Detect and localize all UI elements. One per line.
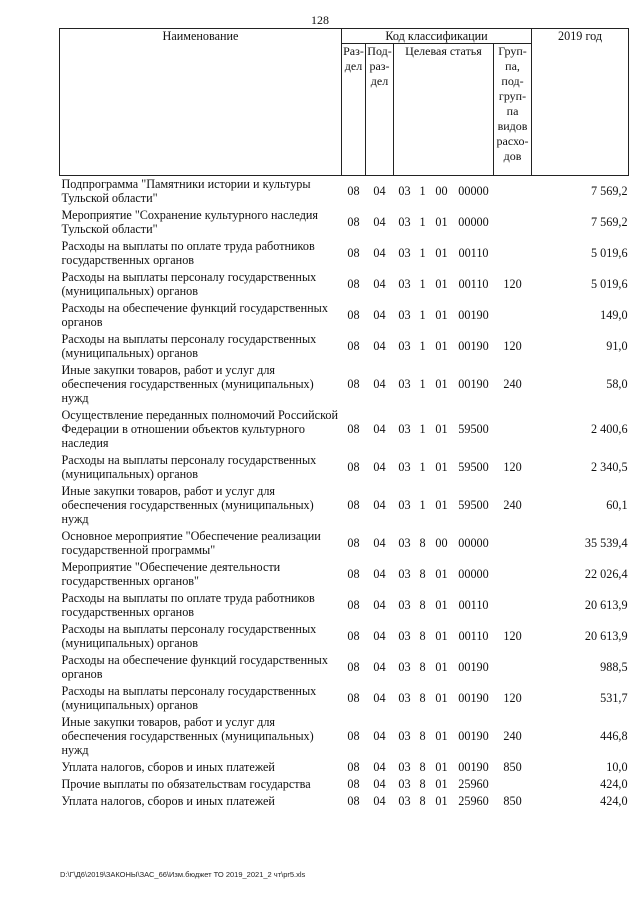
row-target-event: 01 <box>435 777 448 791</box>
row-name: Расходы на выплаты персоналу государственных (муниципальных) органов <box>61 270 317 298</box>
row-target-event: 01 <box>435 691 448 705</box>
row-target-event: 00 <box>435 184 448 198</box>
table-row <box>60 331 629 362</box>
row-section: 08 <box>347 567 360 581</box>
row-target-direction: 00190 <box>458 691 489 705</box>
row-target-direction: 00190 <box>458 377 489 391</box>
budget-table <box>59 28 629 810</box>
row-name: Расходы на выплаты по оплате труда работников государственных органов <box>61 591 315 619</box>
row-subsection: 04 <box>373 246 386 260</box>
row-name: Уплата налогов, сборов и иных платежей <box>61 794 275 808</box>
row-name: Прочие выплаты по обязательствам государства <box>61 777 311 791</box>
table-row <box>60 683 629 714</box>
row-amount: 22 026,4 <box>584 567 628 581</box>
row-amount: 20 613,9 <box>584 598 628 612</box>
row-target-subprogram: 8 <box>419 598 426 612</box>
row-target-direction: 00190 <box>458 760 489 774</box>
row-target-subprogram: 1 <box>419 246 426 260</box>
row-expense-group: 120 <box>503 691 522 705</box>
row-expense-group <box>494 559 532 590</box>
row-expense-group <box>494 590 532 621</box>
table-row <box>60 176 629 208</box>
row-target-subprogram: 1 <box>419 422 426 436</box>
row-subsection: 04 <box>373 567 386 581</box>
table-body <box>60 176 629 811</box>
row-subsection: 04 <box>373 277 386 291</box>
header-subsection: Под- раз- дел <box>366 44 394 176</box>
row-section: 08 <box>347 377 360 391</box>
table-row <box>60 300 629 331</box>
row-target-subprogram: 8 <box>419 794 426 808</box>
row-subsection: 04 <box>373 794 386 808</box>
row-expense-group: 120 <box>503 339 522 353</box>
row-target-program: 03 <box>398 777 411 791</box>
row-name: Расходы на выплаты персоналу государственных (муниципальных) органов <box>61 684 317 712</box>
row-subsection: 04 <box>373 377 386 391</box>
row-subsection: 04 <box>373 660 386 674</box>
row-target-program: 03 <box>398 246 411 260</box>
row-target-event: 01 <box>435 660 448 674</box>
row-amount: 2 340,5 <box>590 460 628 474</box>
row-target-subprogram: 8 <box>419 729 426 743</box>
row-amount: 5 019,6 <box>590 246 628 260</box>
row-target-program: 03 <box>398 460 411 474</box>
row-expense-group <box>494 207 532 238</box>
row-target-program: 03 <box>398 629 411 643</box>
row-amount: 7 569,2 <box>590 184 628 198</box>
row-target-direction: 59500 <box>458 498 489 512</box>
row-target-program: 03 <box>398 277 411 291</box>
row-target-subprogram: 8 <box>419 660 426 674</box>
row-target-program: 03 <box>398 598 411 612</box>
row-amount: 91,0 <box>606 339 628 353</box>
table-row <box>60 528 629 559</box>
header-target-article: Целевая статья <box>394 44 494 176</box>
row-target-direction: 00110 <box>458 629 489 643</box>
row-section: 08 <box>347 215 360 229</box>
row-amount: 20 613,9 <box>584 629 628 643</box>
row-name: Иные закупки товаров, работ и услуг для обеспечения государственных (муниципальных) нужд <box>61 715 314 757</box>
row-amount: 2 400,6 <box>590 422 628 436</box>
row-expense-group <box>494 776 532 793</box>
row-expense-group: 120 <box>503 277 522 291</box>
row-section: 08 <box>347 536 360 550</box>
row-target-direction: 25960 <box>458 777 489 791</box>
row-section: 08 <box>347 498 360 512</box>
table-row <box>60 652 629 683</box>
row-target-event: 01 <box>435 598 448 612</box>
row-target-direction: 00190 <box>458 339 489 353</box>
row-target-direction: 00110 <box>458 277 489 291</box>
row-subsection: 04 <box>373 422 386 436</box>
row-target-program: 03 <box>398 215 411 229</box>
row-amount: 149,0 <box>600 308 628 322</box>
row-section: 08 <box>347 691 360 705</box>
row-amount: 60,1 <box>606 498 628 512</box>
row-target-program: 03 <box>398 184 411 198</box>
file-path-footer: D:\Г\Д6\2019\ЗАКОНЫ\ЗАС_66\Изм.бюджет ТО 2019_2021_2 чт\pr5.xls <box>60 870 306 879</box>
row-target-direction: 00190 <box>458 729 489 743</box>
table-row <box>60 590 629 621</box>
row-expense-group <box>494 300 532 331</box>
row-target-event: 01 <box>435 567 448 581</box>
row-target-direction: 59500 <box>458 460 489 474</box>
row-target-event: 01 <box>435 277 448 291</box>
row-target-subprogram: 8 <box>419 629 426 643</box>
page-number: 128 <box>311 13 329 27</box>
row-subsection: 04 <box>373 777 386 791</box>
header-name: Наименование <box>60 29 342 176</box>
row-subsection: 04 <box>373 691 386 705</box>
row-target-subprogram: 1 <box>419 215 426 229</box>
row-section: 08 <box>347 308 360 322</box>
row-target-program: 03 <box>398 729 411 743</box>
row-target-event: 01 <box>435 339 448 353</box>
row-target-program: 03 <box>398 760 411 774</box>
table-row <box>60 621 629 652</box>
row-amount: 424,0 <box>600 794 628 808</box>
row-expense-group <box>494 238 532 269</box>
row-name: Иные закупки товаров, работ и услуг для обеспечения государственных (муниципальных) нужд <box>61 363 314 405</box>
row-target-program: 03 <box>398 498 411 512</box>
row-section: 08 <box>347 760 360 774</box>
row-expense-group <box>494 652 532 683</box>
row-section: 08 <box>347 794 360 808</box>
row-subsection: 04 <box>373 760 386 774</box>
row-name: Мероприятие "Обеспечение деятельности государственных органов" <box>61 560 281 588</box>
row-amount: 10,0 <box>606 760 628 774</box>
row-target-subprogram: 8 <box>419 760 426 774</box>
row-section: 08 <box>347 339 360 353</box>
row-target-program: 03 <box>398 660 411 674</box>
row-subsection: 04 <box>373 215 386 229</box>
row-target-event: 01 <box>435 498 448 512</box>
row-expense-group <box>494 528 532 559</box>
row-subsection: 04 <box>373 460 386 474</box>
row-section: 08 <box>347 598 360 612</box>
row-expense-group: 240 <box>503 498 522 512</box>
row-amount: 988,5 <box>600 660 628 674</box>
row-target-event: 01 <box>435 760 448 774</box>
row-subsection: 04 <box>373 498 386 512</box>
row-expense-group <box>494 407 532 452</box>
row-target-event: 01 <box>435 215 448 229</box>
header-expense-group: Груп- па, под- груп- па видов расхо- дов <box>494 44 532 176</box>
row-subsection: 04 <box>373 536 386 550</box>
row-section: 08 <box>347 277 360 291</box>
row-name: Осуществление переданных полномочий Российской Федерации в отношении объектов культурного наследия <box>61 408 339 450</box>
row-section: 08 <box>347 184 360 198</box>
row-name: Мероприятие "Сохранение культурного наследия Тульской области" <box>61 208 319 236</box>
row-expense-group: 240 <box>503 377 522 391</box>
row-target-direction: 00000 <box>458 184 489 198</box>
row-target-program: 03 <box>398 422 411 436</box>
row-name: Уплата налогов, сборов и иных платежей <box>61 760 275 774</box>
row-subsection: 04 <box>373 339 386 353</box>
row-target-direction: 00110 <box>458 598 489 612</box>
row-target-event: 01 <box>435 794 448 808</box>
row-amount: 35 539,4 <box>584 536 628 550</box>
table-row <box>60 269 629 300</box>
row-expense-group: 120 <box>503 460 522 474</box>
row-target-event: 01 <box>435 729 448 743</box>
row-name: Расходы на выплаты по оплате труда работников государственных органов <box>61 239 315 267</box>
row-target-subprogram: 1 <box>419 277 426 291</box>
table-row <box>60 759 629 776</box>
table-row <box>60 559 629 590</box>
row-target-subprogram: 8 <box>419 567 426 581</box>
row-target-direction: 00110 <box>458 246 489 260</box>
row-name: Иные закупки товаров, работ и услуг для обеспечения государственных (муниципальных) нужд <box>61 484 314 526</box>
row-target-subprogram: 1 <box>419 460 426 474</box>
table-row <box>60 776 629 793</box>
row-target-program: 03 <box>398 794 411 808</box>
table-row <box>60 407 629 452</box>
row-subsection: 04 <box>373 629 386 643</box>
row-target-direction: 00190 <box>458 660 489 674</box>
row-target-program: 03 <box>398 339 411 353</box>
row-name: Подпрограмма "Памятники истории и культуры Тульской области" <box>61 177 311 205</box>
row-name: Расходы на выплаты персоналу государственных (муниципальных) органов <box>61 453 317 481</box>
header-year: 2019 год <box>532 29 629 176</box>
row-subsection: 04 <box>373 598 386 612</box>
row-section: 08 <box>347 246 360 260</box>
row-target-program: 03 <box>398 567 411 581</box>
row-target-program: 03 <box>398 536 411 550</box>
row-amount: 58,0 <box>606 377 628 391</box>
row-target-subprogram: 1 <box>419 339 426 353</box>
row-target-subprogram: 8 <box>419 691 426 705</box>
row-expense-group: 120 <box>503 629 522 643</box>
row-amount: 7 569,2 <box>590 215 628 229</box>
row-name: Расходы на обеспечение функций государственных органов <box>61 653 328 681</box>
row-section: 08 <box>347 629 360 643</box>
row-target-program: 03 <box>398 377 411 391</box>
row-target-event: 01 <box>435 460 448 474</box>
row-expense-group <box>494 176 532 208</box>
row-target-subprogram: 1 <box>419 308 426 322</box>
header-classification: Код классификации <box>342 29 532 44</box>
row-target-subprogram: 8 <box>419 777 426 791</box>
row-section: 08 <box>347 660 360 674</box>
row-name: Расходы на выплаты персоналу государственных (муниципальных) органов <box>61 622 317 650</box>
table-row <box>60 207 629 238</box>
row-target-subprogram: 1 <box>419 377 426 391</box>
header-section: Раз- дел <box>342 44 366 176</box>
row-target-direction: 59500 <box>458 422 489 436</box>
row-section: 08 <box>347 422 360 436</box>
row-subsection: 04 <box>373 184 386 198</box>
row-target-direction: 25960 <box>458 794 489 808</box>
row-target-event: 01 <box>435 422 448 436</box>
row-section: 08 <box>347 729 360 743</box>
row-target-program: 03 <box>398 691 411 705</box>
table-row <box>60 362 629 407</box>
row-target-subprogram: 8 <box>419 536 426 550</box>
row-expense-group: 240 <box>503 729 522 743</box>
row-name: Расходы на обеспечение функций государственных органов <box>61 301 328 329</box>
row-target-event: 01 <box>435 629 448 643</box>
row-target-direction: 00190 <box>458 308 489 322</box>
row-name: Основное мероприятие "Обеспечение реализации государственной программы" <box>61 529 321 557</box>
row-target-direction: 00000 <box>458 567 489 581</box>
row-amount: 424,0 <box>600 777 628 791</box>
row-subsection: 04 <box>373 308 386 322</box>
row-target-event: 01 <box>435 246 448 260</box>
row-section: 08 <box>347 460 360 474</box>
table-row <box>60 483 629 528</box>
row-target-event: 01 <box>435 308 448 322</box>
row-target-event: 01 <box>435 377 448 391</box>
row-expense-group: 850 <box>503 794 522 808</box>
row-target-subprogram: 1 <box>419 498 426 512</box>
row-amount: 5 019,6 <box>590 277 628 291</box>
row-section: 08 <box>347 777 360 791</box>
row-amount: 446,8 <box>600 729 628 743</box>
row-name: Расходы на выплаты персоналу государственных (муниципальных) органов <box>61 332 317 360</box>
row-target-direction: 00000 <box>458 536 489 550</box>
table-row <box>60 452 629 483</box>
table-row <box>60 714 629 759</box>
table-row <box>60 238 629 269</box>
row-subsection: 04 <box>373 729 386 743</box>
row-expense-group: 850 <box>503 760 522 774</box>
row-target-program: 03 <box>398 308 411 322</box>
row-amount: 531,7 <box>600 691 628 705</box>
row-target-event: 00 <box>435 536 448 550</box>
row-target-direction: 00000 <box>458 215 489 229</box>
row-target-subprogram: 1 <box>419 184 426 198</box>
table-row <box>60 793 629 810</box>
